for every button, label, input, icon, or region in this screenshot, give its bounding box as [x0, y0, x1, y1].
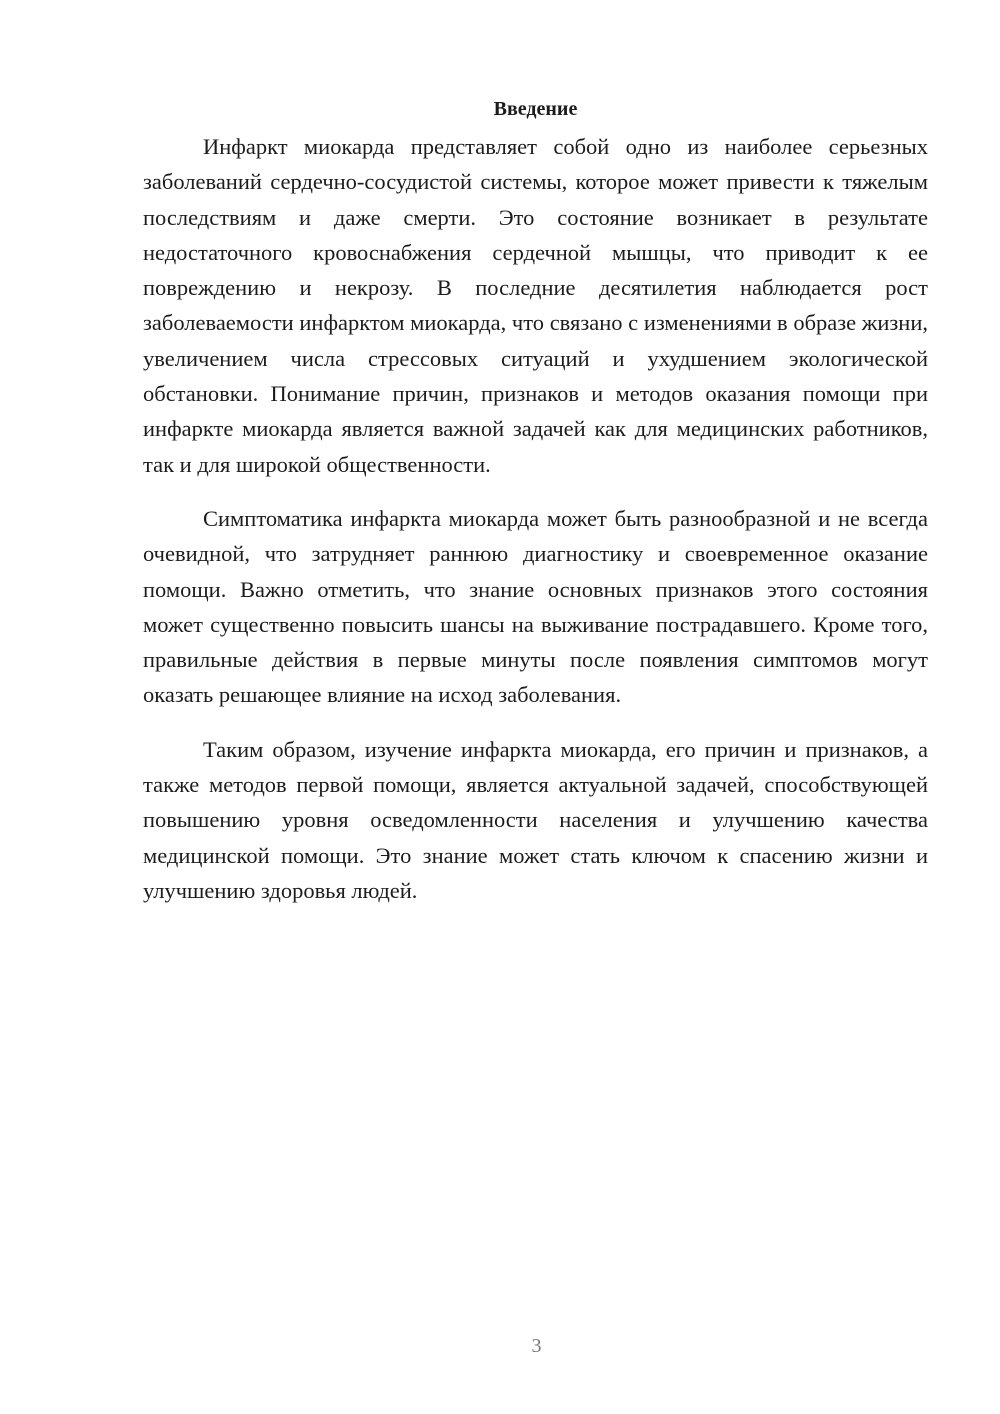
- paragraph-conclusion: Таким образом, изучение инфаркта миокарда, его причин и признаков, а также методов первой помощи, является актуальной задачей, способствующей повышению уровня осведомленности населения и улучшению качества медицинской помощи. Это знание может стать ключом к спасению жизни и улучшению здоровья людей.: [143, 736, 928, 903]
- page-number: 3: [531, 1335, 542, 1357]
- page-title: Введение: [493, 98, 578, 120]
- page-content: [143, 92, 928, 908]
- paragraph-symptoms: Симптоматика инфаркта миокарда может быть разнообразной и не всегда очевидной, что затрудняет раннюю диагностику и своевременное оказание помощи. Важно отметить, что знание основных признаков этого состояния может существенно повысить шансы на выживание пострадавшего. Кроме того, правильные действия в первые минуты после появления симптомов могут оказать решающее влияние на исход заболевания.: [143, 505, 928, 708]
- paragraph-intro: Инфаркт миокарда представляет собой одно из наиболее серьезных заболеваний сердечно-сосудистой системы, которое может привести к тяжелым последствиям и даже смерти. Это состояние возникает в результате недостаточного кровоснабжения сердечной мышцы, что приводит к ее повреждению и некрозу. В последние десятилетия наблюдается рост заболеваемости инфарктом миокарда, что связано с изменениями в образе жизни, увеличением числа стрессовых ситуаций и ухудшением экологической обстановки. Понимание причин, признаков и методов оказания помощи при инфаркте миокарда является важной задачей как для медицинских работников, так и для широкой общественности.: [143, 134, 928, 477]
